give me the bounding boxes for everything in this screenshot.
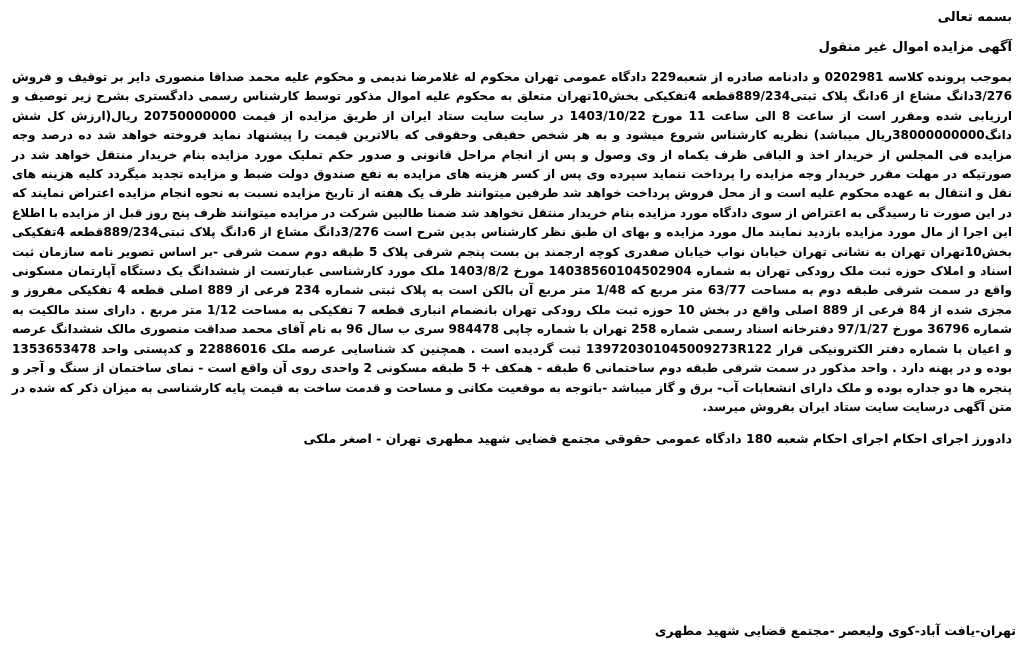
- signature-line: دادورز اجرای احکام اجرای احکام شعبه 180 دادگاه عمومی حقوقی مجتمع قضایی شهید مطهری تهران - اصغر ملکی: [303, 431, 1012, 447]
- announcement-title: آگهی مزایده اموال غیر منقول: [818, 40, 1012, 55]
- opening-phrase: بسمه تعالی: [937, 10, 1012, 25]
- address-line: تهران-یافت آباد-کوی ولیعصر -مجتمع قضایی شهید مطهری: [654, 623, 1016, 638]
- announcement-body: بموجب پرونده کلاسه 0202981 و دادنامه صادره از شعبه229 دادگاه عمومی تهران محکوم له غلامرضا ندیمی و محکوم علیه محمد صداقا منصوری دایر بر توقیف و فروش 3/276دانگ مشاع از 6دانگ پلاک ثبتی889/234قطعه 4تفکیکی بخش10تهران متعلق به محکوم علیه اموال مذکور توسط کارشناس رسمی دادگستری بشرح زیر توصیف و ارزیابی شده ومقرر است از ساعت 8 الی ساعت 11 مورخ 1403/10/22 در سایت سایت ستاد ایران از طریق مزایده از قیمت 20750000000 ریال(ارزش کل شش دانگ38000000000ریال میباشد) نظریه کارشناس شروع میشود و به هر شخص حقیقی وحقوقی که بالاترین قیمت را پیشنهاد نماید فروخته خواهد شد ده درصد وجه مزایده فی المجلس از خریدار اخذ و الباقی ظرف یکماه از وی وصول و پس از انجام مراحل قانونی و صدور حکم تملیک مورد مزایده بنام خریدار منتقل خواهد شد در صورتیکه در مهلت مقرر خریدار وجه مزایده را پرداخت ننماید سپرده وی پس از کسر هزینه های مزایده به نفع صندوق دولت ضبط و مزایده تجدید میگردد کلیه هزینه های نقل و انتقال به عهده محکوم علیه است و از محل فروش پرداخت خواهد شد طرفین میتوانند ظرف یک هفته از تاریخ مزایده نسبت به نحوه انجام مزایده اعتراض نمایند که در این صورت تا رسیدگی به اعتراض از سوی دادگاه مورد مزایده بنام خریدار منتقل نخواهد شد ضمنا طالبین شرکت در مزایده میتوانند ظرف پنج روز قبل از مزایده با اطلاع این اجرا از مال مورد مزایده بازدید نمایند مال مورد مزایده و بهای ان طبق نظر کارشناس بدین شرح است 3/276دانگ مشاع از 6دانگ پلاک ثبتی889/234قطعه 4تفکیکی بخش10تهران تهران به نشانی تهران خیابان نواب خیابان صفدری کوچه ارجمند بن بست پنجم شرقی پلاک 5 طبقه دوم سمت شرقی -بر اساس تصویر نامه سازمان ثبت اسناد و املاک حوزه ثبت ملک رودکی تهران به شماره 14038560104502904 مورخ 1403/8/2 ملک مورد کارشناسی عبارتست از ششدانگ یک دستگاه آپارتمان مسکونی واقع در سمت شرقی طبقه دوم به مساحت 63/77 متر مربع که 1/48 متر مربع آن بالکن است به پلاک ثبتی شماره 234 فرعی از 889 اصلی قطعه 4 تفکیکی مفروز و مجزی شده از 84 فرعی از 889 اصلی واقع در بخش 10 حوزه ثبت ملک رودکی تهران بانضمام انباری قطعه 7 تفکیکی به مساحت 1/12 متر مربع . دارای سند مالکیت به شماره 36796 مورخ 97/1/27 دفترخانه اسناد رسمی شماره 258 تهران با شماره چاپی 984478 سری ب سال 96 به نام آقای محمد صداقت منصوری مالک ششدانگ عرصه و اعیان با شماره دفتر الکترونیکی قرار 139720301045009273R122 ثبت گردیده است . همچنین کد شناسایی عرصه ملک 22886016 و کدپستی واحد 1353653478 بوده و در پهنه دارد . واحد مذکور در سمت شرقی طبقه دوم ساختمانی 6 طبقه - همکف + 5 طبقه مسکونی 2 واحدی روی آن واقع است - نمای ساختمان از سنگ و آجر و پنجره ها دو جداره بوده و ملک دارای انشعابات آب- برق و گاز میباشد -باتوجه به موقعیت مکانی و مساحت و قدمت ساخت به قیمت پایه کارشناسی به میزان ذکر که شده در متن آگهی درسایت سایت ستاد ایران بفروش میرسد.: [12, 70, 1013, 414]
- announcement-document: [12, 6, 1012, 655]
